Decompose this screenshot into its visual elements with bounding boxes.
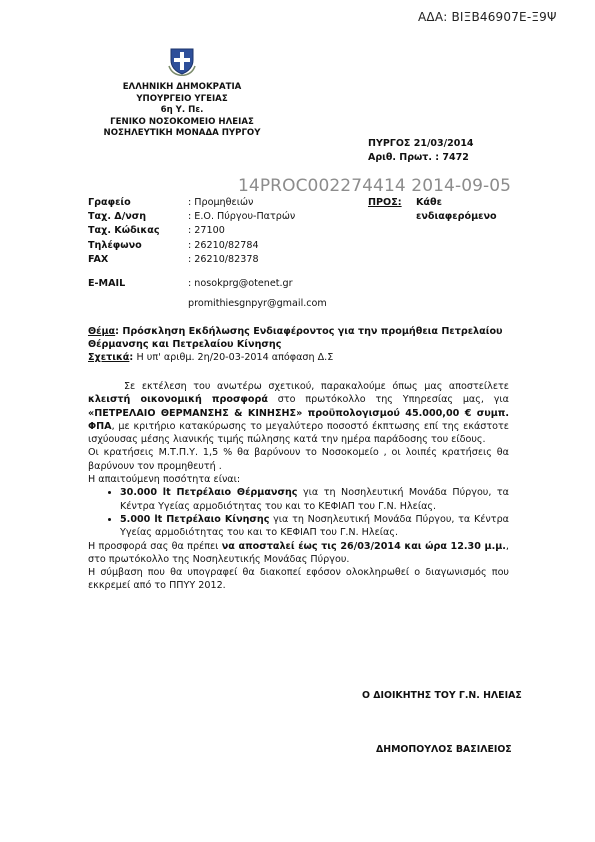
- place-date-block: [368, 137, 474, 165]
- postcode-value: : 27100: [188, 225, 225, 237]
- body-paragraph: [88, 380, 509, 446]
- quantity-list: [88, 486, 509, 539]
- protocol-number: Αριθ. Πρωτ. : 7472: [368, 152, 469, 163]
- issuer-line: ΝΟΣΗΛΕΥΤΙΚΗ ΜΟΝΑΔΑ ΠΥΡΓΟΥ: [103, 128, 261, 139]
- recipient-line: Κάθε: [416, 197, 442, 208]
- fax-value: : 26210/82378: [188, 253, 259, 265]
- postcode-label: Ταχ. Κώδικας: [88, 225, 160, 237]
- subject-label: Θέμα: [88, 326, 116, 337]
- office-value: : Προμηθειών: [188, 197, 254, 208]
- issuer-line: ΥΠΟΥΡΓΕΙΟ ΥΓΕΙΑΣ: [136, 93, 228, 104]
- issuer-block: [82, 82, 282, 140]
- list-item: [120, 486, 509, 513]
- body-paragraph: Οι κρατήσεις Μ.Τ.Π.Υ. 1,5 % θα βαρύνουν το Νοσοκομείο , οι λοιπές κρατήσεις θα βαρύνουν τον προμηθευτή .: [88, 447, 509, 472]
- office-label: Γραφείο: [88, 197, 131, 208]
- list-item: [120, 513, 509, 540]
- recipient-line: ενδιαφερόμενο: [416, 211, 497, 223]
- office-row: [88, 239, 348, 253]
- body-text: Σε εκτέλεση του ανωτέρω σχετικού, παρακαλούμε όπως μας αποστείλετε: [124, 381, 509, 392]
- list-item-emphasis: 30.000 lt Πετρέλαιο Θέρμανσης: [120, 487, 298, 499]
- registry-stamp: 14PROC002274414 2014-09-05: [238, 176, 512, 196]
- office-row: [88, 196, 348, 210]
- address-label: Ταχ. Δ/νση: [88, 211, 147, 223]
- email-secondary[interactable]: promithiesgnpyr@gmail.com: [188, 298, 327, 310]
- list-item-emphasis: 5.000 lt Πετρέλαιο Κίνησης: [120, 513, 270, 525]
- email-primary[interactable]: : nosokprg@otenet.gr: [188, 278, 293, 290]
- address-value: : Ε.Ο. Πύργου-Πατρών: [188, 211, 296, 223]
- body-emphasis: να αποσταλεί έως τις 26/03/2014 και ώρα 12.30 μ.μ.: [221, 540, 506, 552]
- recipient-block: [368, 196, 497, 224]
- body-text: , στο πρωτόκολλο της Νοσηλευτικής Μονάδας Πύργου.: [88, 540, 509, 565]
- office-info: [88, 196, 348, 311]
- place-date: ΠΥΡΓΟΣ 21/03/2014: [368, 138, 474, 149]
- body-text: , με κριτήριο κατακύρωσης το μεγαλύτερο ποσοστό έκπτωσης επί της εκάστοτε ισχύουσας μέσης λιανικής τιμής πώλησης κατά την ημέρα παράδοσης του είδους.: [88, 420, 509, 446]
- body-emphasis: «ΠΕΤΡΕΛΑΙΟ ΘΕΡΜΑΝΣΗΣ & ΚΙΝΗΣΗΣ» προϋπολογισμού 45.000,00 € συμπ. ΦΠΑ: [88, 407, 509, 432]
- letter-body: [88, 380, 509, 593]
- subject-block: Θέμα: Πρόσκληση Εκδήλωσης Ενδιαφέροντος για την προμήθεια Πετρελαίου Θέρμανσης και Πετρελαίου Κίνησης Σχετικά: Η υπ' αριθμ. 2η/20-03-2014 απόφαση Δ.Σ: [88, 326, 503, 363]
- reference-label: Σχετικά: [88, 352, 130, 363]
- issuer-line: ΕΛΛΗΝΙΚΗ ΔΗΜΟΚΡΑΤΙΑ: [122, 82, 242, 92]
- email-row: [88, 277, 348, 291]
- office-row: [88, 210, 348, 224]
- office-row: [88, 224, 348, 238]
- issuer-line: 6η Υ. Πε.: [160, 105, 204, 116]
- fax-label: FAX: [88, 253, 109, 265]
- reference-text: Η υπ' αριθμ. 2η/20-03-2014 απόφαση Δ.Σ: [136, 352, 334, 363]
- phone-value: : 26210/82784: [188, 239, 259, 251]
- body-paragraph: Η απαιτούμενη ποσότητα είναι:: [88, 474, 241, 486]
- issuer-line: ΓΕΝΙΚΟ ΝΟΣΟΚΟΜΕΙΟ ΗΛΕΙΑΣ: [110, 116, 254, 127]
- phone-label: Τηλέφωνο: [88, 239, 142, 251]
- subject-text: Πρόσκληση Εκδήλωσης Ενδιαφέροντος για την προμήθεια Πετρελαίου Θέρμανσης και Πετρελαίου Κίνησης: [88, 326, 503, 350]
- office-row: [88, 253, 348, 267]
- signatory-title: Ο ΔΙΟΙΚΗΤΗΣ ΤΟΥ Γ.Ν. ΗΛΕΙΑΣ: [362, 690, 522, 701]
- email-label: E-MAIL: [88, 278, 126, 290]
- body-text: στο πρωτόκολλο της Υπηρεσίας μας, για: [267, 394, 509, 406]
- body-paragraph: [88, 540, 509, 567]
- coat-of-arms-icon: [167, 46, 197, 76]
- signatory-name: ΔΗΜΟΠΟΥΛΟΣ ΒΑΣΙΛΕΙΟΣ: [376, 744, 512, 755]
- list-item-text: για τη Νοσηλευτική Μονάδα Πύργου, τα Κέντρα Υγείας αρμοδιότητας του και το ΚΕΦΙΑΠ του Γ.Ν. Ηλείας.: [120, 487, 509, 512]
- body-emphasis: κλειστή οικονομική προσφορά: [88, 394, 268, 406]
- list-item-text: για τη Νοσηλευτική Μονάδα Πύργου, τα Κέντρα Υγείας αρμοδιότητας του και το ΚΕΦΙΑΠ του Γ.Ν. Ηλείας.: [120, 513, 509, 539]
- body-text: Η προσφορά σας θα πρέπει: [88, 540, 222, 552]
- body-paragraph: Η σύμβαση που θα υπογραφεί θα διακοπεί εφόσον ολοκληρωθεί ο διαγωνισμός που εκκρεμεί από το ΠΠΥΥ 2012.: [88, 567, 509, 592]
- recipient-label: ΠΡΟΣ:: [368, 197, 402, 208]
- ada-code: ΑΔΑ: ΒΙΞΒ46907Ε-Ξ9Ψ: [418, 10, 557, 24]
